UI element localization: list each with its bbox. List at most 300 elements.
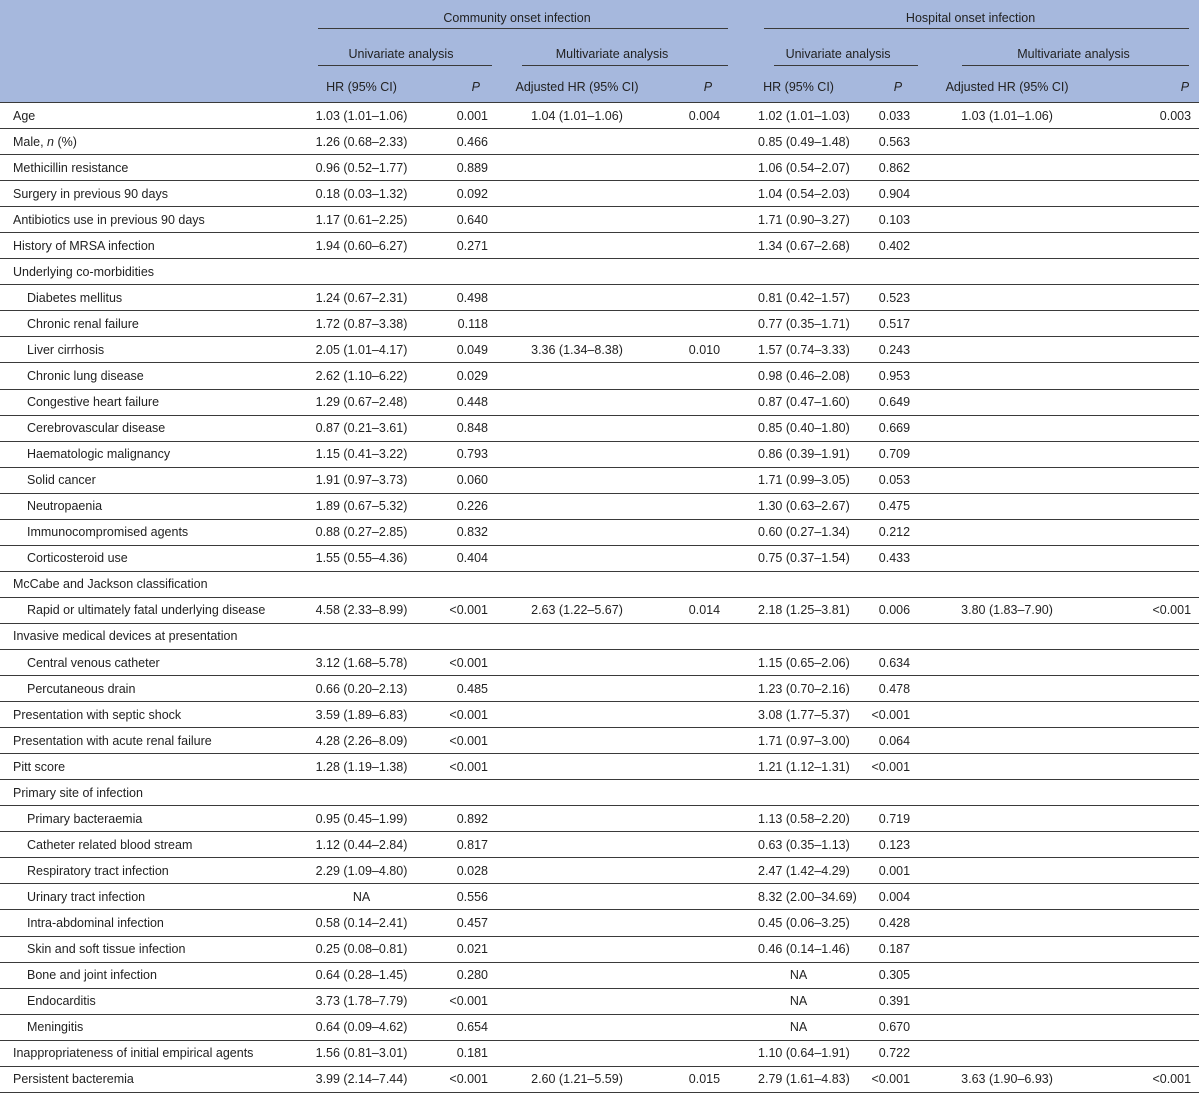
hospital-adjusted-p-cell xyxy=(1080,389,1199,415)
table-row xyxy=(0,129,1199,155)
hospital-hr-cell: 2.79 (1.61–4.83) xyxy=(728,1066,839,1092)
table-row xyxy=(0,545,1199,571)
community-adjusted-hr-cell xyxy=(496,676,658,702)
row-label: Bone and joint infection xyxy=(0,962,306,988)
hospital-p-cell xyxy=(839,259,918,285)
table-row xyxy=(0,155,1199,181)
community-p-cell: 0.793 xyxy=(417,441,496,467)
hospital-adjusted-p-cell xyxy=(1080,780,1199,806)
row-label: Primary bacteraemia xyxy=(0,806,306,832)
hospital-adjusted-hr-cell xyxy=(918,780,1080,806)
hospital-p-cell: 0.563 xyxy=(839,129,918,155)
hospital-hr-cell: 0.87 (0.47–1.60) xyxy=(728,389,839,415)
community-adjusted-p-cell xyxy=(658,1014,728,1040)
community-hr-cell: 1.15 (0.41–3.22) xyxy=(306,441,417,467)
hospital-p-cell: 0.187 xyxy=(839,936,918,962)
hospital-p-cell: 0.006 xyxy=(839,597,918,623)
table-row xyxy=(0,806,1199,832)
community-adjusted-hr-cell: 2.60 (1.21–5.59) xyxy=(496,1066,658,1092)
hospital-adjusted-hr-cell xyxy=(918,676,1080,702)
community-hr-col: HR (95% CI) xyxy=(306,72,417,103)
hospital-adjusted-hr-cell xyxy=(918,493,1080,519)
community-adjusted-p-cell xyxy=(658,311,728,337)
community-adjusted-hr-cell xyxy=(496,702,658,728)
hospital-hr-cell: 0.85 (0.49–1.48) xyxy=(728,129,839,155)
community-adjusted-hr-cell xyxy=(496,285,658,311)
hospital-p-col: P xyxy=(839,72,918,103)
community-adjusted-p-cell xyxy=(658,806,728,832)
hospital-hr-cell: 8.32 (2.00–34.69) xyxy=(728,884,839,910)
table-row xyxy=(0,441,1199,467)
community-adjusted-p-cell xyxy=(658,962,728,988)
row-label: Respiratory tract infection xyxy=(0,858,306,884)
hospital-adjusted-hr-cell xyxy=(918,467,1080,493)
hospital-hr-cell: 1.71 (0.99–3.05) xyxy=(728,467,839,493)
community-p-cell: <0.001 xyxy=(417,728,496,754)
hospital-p-cell: 0.433 xyxy=(839,545,918,571)
hospital-adjusted-hr-cell xyxy=(918,649,1080,675)
community-adjusted-p-cell xyxy=(658,1040,728,1066)
community-p-cell: <0.001 xyxy=(417,649,496,675)
community-adjusted-p-cell xyxy=(658,415,728,441)
community-adjusted-hr-cell xyxy=(496,754,658,780)
table-row xyxy=(0,337,1199,363)
hospital-adjusted-hr-cell xyxy=(918,571,1080,597)
community-p-cell: 0.498 xyxy=(417,285,496,311)
hospital-hr-cell: 0.85 (0.40–1.80) xyxy=(728,415,839,441)
hospital-adjusted-p-cell xyxy=(1080,259,1199,285)
community-adjusted-p-cell xyxy=(658,363,728,389)
table-row xyxy=(0,1040,1199,1066)
row-label: Neutropaenia xyxy=(0,493,306,519)
community-adjusted-hr-cell xyxy=(496,1040,658,1066)
community-hr-cell: 0.25 (0.08–0.81) xyxy=(306,936,417,962)
hospital-adjusted-p-cell xyxy=(1080,806,1199,832)
table-row xyxy=(0,1066,1199,1092)
community-p-cell: 0.092 xyxy=(417,181,496,207)
community-p-cell: 0.817 xyxy=(417,832,496,858)
hospital-univariate-header: Univariate analysis xyxy=(728,35,918,72)
community-adjusted-hr-cell xyxy=(496,155,658,181)
row-label: Skin and soft tissue infection xyxy=(0,936,306,962)
community-p-cell: 0.640 xyxy=(417,207,496,233)
table-row xyxy=(0,519,1199,545)
hospital-adjusted-hr-cell xyxy=(918,728,1080,754)
hospital-p-cell: 0.033 xyxy=(839,103,918,129)
table-row xyxy=(0,363,1199,389)
hospital-adjusted-hr-cell xyxy=(918,441,1080,467)
row-label: Age xyxy=(0,103,306,129)
community-adjusted-p-cell xyxy=(658,728,728,754)
community-hr-cell: 3.73 (1.78–7.79) xyxy=(306,988,417,1014)
hospital-hr-cell: 1.34 (0.67–2.68) xyxy=(728,233,839,259)
hospital-hr-cell: 1.71 (0.90–3.27) xyxy=(728,207,839,233)
hospital-adjusted-p-cell xyxy=(1080,1014,1199,1040)
table-row xyxy=(0,832,1199,858)
community-hr-cell: 4.58 (2.33–8.99) xyxy=(306,597,417,623)
community-adjusted-p-cell: 0.010 xyxy=(658,337,728,363)
row-label: Methicillin resistance xyxy=(0,155,306,181)
hospital-adjusted-p-cell xyxy=(1080,207,1199,233)
row-label: Rapid or ultimately fatal underlying disease xyxy=(0,597,306,623)
hospital-adjusted-p-cell xyxy=(1080,649,1199,675)
table-row xyxy=(0,884,1199,910)
hospital-adjusted-hr-cell xyxy=(918,623,1080,649)
hospital-p-cell: 0.064 xyxy=(839,728,918,754)
community-adjusted-p-cell: 0.004 xyxy=(658,103,728,129)
table-row xyxy=(0,754,1199,780)
hospital-p-cell: 0.523 xyxy=(839,285,918,311)
table-row xyxy=(0,259,1199,285)
community-adjusted-hr-cell xyxy=(496,962,658,988)
hospital-p-cell: 0.722 xyxy=(839,1040,918,1066)
community-adjusted-p-cell xyxy=(658,780,728,806)
community-p-cell: <0.001 xyxy=(417,597,496,623)
community-adjusted-hr-cell xyxy=(496,858,658,884)
community-hr-cell: 0.66 (0.20–2.13) xyxy=(306,676,417,702)
hospital-hr-cell xyxy=(728,571,839,597)
community-hr-cell: 0.64 (0.09–4.62) xyxy=(306,1014,417,1040)
community-p-cell: 0.181 xyxy=(417,1040,496,1066)
table-row xyxy=(0,728,1199,754)
community-p-cell: 0.485 xyxy=(417,676,496,702)
row-label: History of MRSA infection xyxy=(0,233,306,259)
hospital-hr-cell: 1.23 (0.70–2.16) xyxy=(728,676,839,702)
community-adjusted-p-cell xyxy=(658,832,728,858)
community-p-cell xyxy=(417,259,496,285)
table-row xyxy=(0,910,1199,936)
hospital-p-cell: 0.053 xyxy=(839,467,918,493)
community-adjusted-p-cell: 0.015 xyxy=(658,1066,728,1092)
hospital-p-cell: 0.123 xyxy=(839,832,918,858)
hospital-hr-cell: 1.71 (0.97–3.00) xyxy=(728,728,839,754)
hospital-adjusted-hr-cell xyxy=(918,259,1080,285)
community-adjusted-p-cell xyxy=(658,858,728,884)
community-p-cell: <0.001 xyxy=(417,702,496,728)
community-hr-cell: 2.62 (1.10–6.22) xyxy=(306,363,417,389)
community-adjusted-p-cell xyxy=(658,754,728,780)
hospital-adjusted-p-cell xyxy=(1080,311,1199,337)
community-adjusted-p-cell xyxy=(658,884,728,910)
hospital-p-cell xyxy=(839,780,918,806)
community-adjusted-p-cell xyxy=(658,571,728,597)
hospital-hr-cell: NA xyxy=(728,988,839,1014)
community-adjusted-hr-cell xyxy=(496,936,658,962)
community-adjusted-hr-cell xyxy=(496,884,658,910)
community-hr-cell: NA xyxy=(306,884,417,910)
community-adjusted-hr-cell xyxy=(496,207,658,233)
community-multivariate-header: Multivariate analysis xyxy=(496,35,728,72)
row-label: Underlying co-morbidities xyxy=(0,259,306,285)
hospital-hr-cell: 0.45 (0.06–3.25) xyxy=(728,910,839,936)
community-hr-cell: 0.87 (0.21–3.61) xyxy=(306,415,417,441)
community-hr-cell: 1.94 (0.60–6.27) xyxy=(306,233,417,259)
row-label: Immunocompromised agents xyxy=(0,519,306,545)
hospital-hr-cell: 0.60 (0.27–1.34) xyxy=(728,519,839,545)
community-adjusted-p-cell xyxy=(658,129,728,155)
community-hr-cell: 2.29 (1.09–4.80) xyxy=(306,858,417,884)
community-adjusted-hr-cell xyxy=(496,910,658,936)
community-p-cell: 0.118 xyxy=(417,311,496,337)
hospital-adjusted-p-cell xyxy=(1080,832,1199,858)
table-row xyxy=(0,623,1199,649)
community-adjusted-hr-cell xyxy=(496,129,658,155)
community-adjusted-hr-cell xyxy=(496,441,658,467)
community-p-cell: 0.556 xyxy=(417,884,496,910)
hospital-adjusted-hr-cell xyxy=(918,519,1080,545)
hospital-p-cell: <0.001 xyxy=(839,702,918,728)
community-adjusted-hr-cell: 2.63 (1.22–5.67) xyxy=(496,597,658,623)
table-header xyxy=(0,0,1199,103)
community-p-cell: 0.049 xyxy=(417,337,496,363)
community-adjusted-hr-col: Adjusted HR (95% CI) xyxy=(496,72,658,103)
table-row xyxy=(0,389,1199,415)
community-adjusted-hr-cell xyxy=(496,259,658,285)
community-adjusted-p-cell: 0.014 xyxy=(658,597,728,623)
table-row xyxy=(0,233,1199,259)
table-row xyxy=(0,181,1199,207)
table-row xyxy=(0,311,1199,337)
row-label: Chronic lung disease xyxy=(0,363,306,389)
hospital-adjusted-p-cell xyxy=(1080,233,1199,259)
hospital-adjusted-p-cell xyxy=(1080,441,1199,467)
community-adjusted-hr-cell xyxy=(496,571,658,597)
community-adjusted-p-cell xyxy=(658,285,728,311)
community-p-cell: 0.021 xyxy=(417,936,496,962)
community-p-cell: 0.060 xyxy=(417,467,496,493)
community-adjusted-hr-cell xyxy=(496,806,658,832)
hospital-adjusted-hr-col: Adjusted HR (95% CI) xyxy=(918,72,1080,103)
hospital-adjusted-p-cell xyxy=(1080,623,1199,649)
community-hr-cell: 0.96 (0.52–1.77) xyxy=(306,155,417,181)
hospital-adjusted-hr-cell xyxy=(918,936,1080,962)
hospital-adjusted-hr-cell xyxy=(918,129,1080,155)
hospital-hr-cell: NA xyxy=(728,962,839,988)
row-label: Cerebrovascular disease xyxy=(0,415,306,441)
table-row xyxy=(0,702,1199,728)
community-hr-cell: 1.26 (0.68–2.33) xyxy=(306,129,417,155)
community-adjusted-p-cell xyxy=(658,207,728,233)
hospital-p-cell: 0.634 xyxy=(839,649,918,675)
community-adjusted-p-cell xyxy=(658,493,728,519)
hospital-adjusted-hr-cell xyxy=(918,858,1080,884)
hospital-adjusted-hr-cell xyxy=(918,389,1080,415)
hospital-p-cell: <0.001 xyxy=(839,754,918,780)
community-adjusted-hr-cell: 1.04 (1.01–1.06) xyxy=(496,103,658,129)
hospital-hr-cell: 1.15 (0.65–2.06) xyxy=(728,649,839,675)
hospital-hr-cell: 0.98 (0.46–2.08) xyxy=(728,363,839,389)
community-hr-cell: 1.56 (0.81–3.01) xyxy=(306,1040,417,1066)
hospital-adjusted-p-cell xyxy=(1080,754,1199,780)
hospital-hr-cell: 0.63 (0.35–1.13) xyxy=(728,832,839,858)
hospital-p-cell: 0.103 xyxy=(839,207,918,233)
community-hr-cell: 3.99 (2.14–7.44) xyxy=(306,1066,417,1092)
hospital-adjusted-p-cell xyxy=(1080,493,1199,519)
community-hr-cell: 0.64 (0.28–1.45) xyxy=(306,962,417,988)
row-label: Liver cirrhosis xyxy=(0,337,306,363)
community-adjusted-p-cell xyxy=(658,988,728,1014)
community-hr-cell: 1.72 (0.87–3.38) xyxy=(306,311,417,337)
community-hr-cell: 1.55 (0.55–4.36) xyxy=(306,545,417,571)
hospital-adjusted-p-col: P xyxy=(1080,72,1199,103)
row-label: McCabe and Jackson classification xyxy=(0,571,306,597)
hospital-adjusted-p-cell xyxy=(1080,363,1199,389)
row-label: Meningitis xyxy=(0,1014,306,1040)
community-adjusted-hr-cell xyxy=(496,415,658,441)
community-hr-cell: 3.12 (1.68–5.78) xyxy=(306,649,417,675)
community-hr-cell: 1.91 (0.97–3.73) xyxy=(306,467,417,493)
row-label: Intra-abdominal infection xyxy=(0,910,306,936)
row-label: Inappropriateness of initial empirical agents xyxy=(0,1040,306,1066)
community-adjusted-p-cell xyxy=(658,649,728,675)
hospital-adjusted-p-cell xyxy=(1080,910,1199,936)
row-label: Pitt score xyxy=(0,754,306,780)
community-adjusted-p-cell xyxy=(658,389,728,415)
hospital-adjusted-hr-cell xyxy=(918,545,1080,571)
hospital-p-cell: 0.475 xyxy=(839,493,918,519)
hospital-adjusted-p-cell xyxy=(1080,519,1199,545)
table-row xyxy=(0,936,1199,962)
community-adjusted-hr-cell xyxy=(496,623,658,649)
community-hr-cell: 1.17 (0.61–2.25) xyxy=(306,207,417,233)
community-adjusted-hr-cell xyxy=(496,389,658,415)
community-adjusted-hr-cell xyxy=(496,181,658,207)
hospital-p-cell: 0.517 xyxy=(839,311,918,337)
community-hr-cell: 3.59 (1.89–6.83) xyxy=(306,702,417,728)
community-adjusted-p-cell xyxy=(658,702,728,728)
hospital-p-cell: 0.649 xyxy=(839,389,918,415)
community-adjusted-p-cell xyxy=(658,155,728,181)
hospital-adjusted-hr-cell xyxy=(918,832,1080,858)
hospital-adjusted-p-cell xyxy=(1080,467,1199,493)
hospital-p-cell: 0.243 xyxy=(839,337,918,363)
hospital-hr-cell: 1.57 (0.74–3.33) xyxy=(728,337,839,363)
row-label: Catheter related blood stream xyxy=(0,832,306,858)
hospital-adjusted-hr-cell xyxy=(918,702,1080,728)
row-label: Percutaneous drain xyxy=(0,676,306,702)
table-row xyxy=(0,467,1199,493)
hospital-adjusted-hr-cell: 1.03 (1.01–1.06) xyxy=(918,103,1080,129)
hospital-adjusted-p-cell xyxy=(1080,936,1199,962)
community-p-cell: 0.001 xyxy=(417,103,496,129)
hospital-adjusted-p-cell xyxy=(1080,988,1199,1014)
community-adjusted-hr-cell xyxy=(496,311,658,337)
hospital-adjusted-p-cell xyxy=(1080,676,1199,702)
community-p-cell: 0.889 xyxy=(417,155,496,181)
community-p-cell: <0.001 xyxy=(417,754,496,780)
community-p-cell: 0.832 xyxy=(417,519,496,545)
community-adjusted-hr-cell xyxy=(496,363,658,389)
row-label: Invasive medical devices at presentation xyxy=(0,623,306,649)
community-p-cell xyxy=(417,780,496,806)
hospital-p-cell: 0.402 xyxy=(839,233,918,259)
row-label: Congestive heart failure xyxy=(0,389,306,415)
row-label: Primary site of infection xyxy=(0,780,306,806)
community-p-cell xyxy=(417,571,496,597)
community-p-cell: 0.848 xyxy=(417,415,496,441)
community-p-cell: 0.448 xyxy=(417,389,496,415)
hospital-adjusted-hr-cell xyxy=(918,988,1080,1014)
hospital-adjusted-p-cell: 0.003 xyxy=(1080,103,1199,129)
hospital-p-cell: 0.478 xyxy=(839,676,918,702)
hospital-adjusted-hr-cell xyxy=(918,884,1080,910)
hospital-adjusted-p-cell xyxy=(1080,728,1199,754)
hospital-adjusted-hr-cell xyxy=(918,155,1080,181)
community-hr-cell: 0.95 (0.45–1.99) xyxy=(306,806,417,832)
community-hr-cell xyxy=(306,571,417,597)
hospital-p-cell: 0.428 xyxy=(839,910,918,936)
hospital-p-cell: 0.669 xyxy=(839,415,918,441)
community-p-cell: <0.001 xyxy=(417,1066,496,1092)
hospital-p-cell: <0.001 xyxy=(839,1066,918,1092)
hospital-p-cell: 0.953 xyxy=(839,363,918,389)
hospital-hr-cell: 1.13 (0.58–2.20) xyxy=(728,806,839,832)
hospital-hr-cell: 0.77 (0.35–1.71) xyxy=(728,311,839,337)
community-univariate-header: Univariate analysis xyxy=(306,35,496,72)
row-label: Persistent bacteremia xyxy=(0,1066,306,1092)
hospital-p-cell: 0.391 xyxy=(839,988,918,1014)
community-onset-header: Community onset infection xyxy=(306,0,728,35)
hospital-hr-cell: 2.47 (1.42–4.29) xyxy=(728,858,839,884)
row-label: Solid cancer xyxy=(0,467,306,493)
table-row xyxy=(0,207,1199,233)
community-p-cell: 0.404 xyxy=(417,545,496,571)
hospital-adjusted-hr-cell xyxy=(918,1014,1080,1040)
table-row xyxy=(0,597,1199,623)
hospital-adjusted-p-cell xyxy=(1080,129,1199,155)
community-hr-cell xyxy=(306,780,417,806)
hospital-adjusted-hr-cell xyxy=(918,754,1080,780)
row-label: Endocarditis xyxy=(0,988,306,1014)
hospital-adjusted-p-cell xyxy=(1080,571,1199,597)
community-p-cell: 0.226 xyxy=(417,493,496,519)
hospital-adjusted-hr-cell xyxy=(918,962,1080,988)
hospital-adjusted-p-cell xyxy=(1080,884,1199,910)
row-label: Chronic renal failure xyxy=(0,311,306,337)
table-row xyxy=(0,988,1199,1014)
hospital-adjusted-p-cell xyxy=(1080,702,1199,728)
community-adjusted-p-cell xyxy=(658,519,728,545)
community-adjusted-p-cell xyxy=(658,181,728,207)
hospital-p-cell: 0.212 xyxy=(839,519,918,545)
hospital-hr-cell: 1.10 (0.64–1.91) xyxy=(728,1040,839,1066)
community-p-cell: 0.466 xyxy=(417,129,496,155)
hospital-adjusted-p-cell xyxy=(1080,545,1199,571)
community-adjusted-hr-cell: 3.36 (1.34–8.38) xyxy=(496,337,658,363)
hospital-hr-cell: 0.81 (0.42–1.57) xyxy=(728,285,839,311)
community-hr-cell: 1.24 (0.67–2.31) xyxy=(306,285,417,311)
hospital-adjusted-hr-cell xyxy=(918,311,1080,337)
community-hr-cell: 4.28 (2.26–8.09) xyxy=(306,728,417,754)
community-p-cell: 0.029 xyxy=(417,363,496,389)
row-label: Corticosteroid use xyxy=(0,545,306,571)
community-adjusted-p-cell xyxy=(658,676,728,702)
community-hr-cell: 2.05 (1.01–4.17) xyxy=(306,337,417,363)
hospital-adjusted-hr-cell: 3.63 (1.90–6.93) xyxy=(918,1066,1080,1092)
community-hr-cell: 0.88 (0.27–2.85) xyxy=(306,519,417,545)
hospital-hr-cell: 0.46 (0.14–1.46) xyxy=(728,936,839,962)
hospital-hr-cell: 1.04 (0.54–2.03) xyxy=(728,181,839,207)
row-label: Presentation with acute renal failure xyxy=(0,728,306,754)
hospital-adjusted-p-cell xyxy=(1080,155,1199,181)
hospital-adjusted-hr-cell xyxy=(918,910,1080,936)
community-hr-cell xyxy=(306,623,417,649)
community-hr-cell: 0.58 (0.14–2.41) xyxy=(306,910,417,936)
hospital-adjusted-hr-cell xyxy=(918,337,1080,363)
hospital-adjusted-hr-cell xyxy=(918,285,1080,311)
row-label: Urinary tract infection xyxy=(0,884,306,910)
community-adjusted-p-col: P xyxy=(658,72,728,103)
